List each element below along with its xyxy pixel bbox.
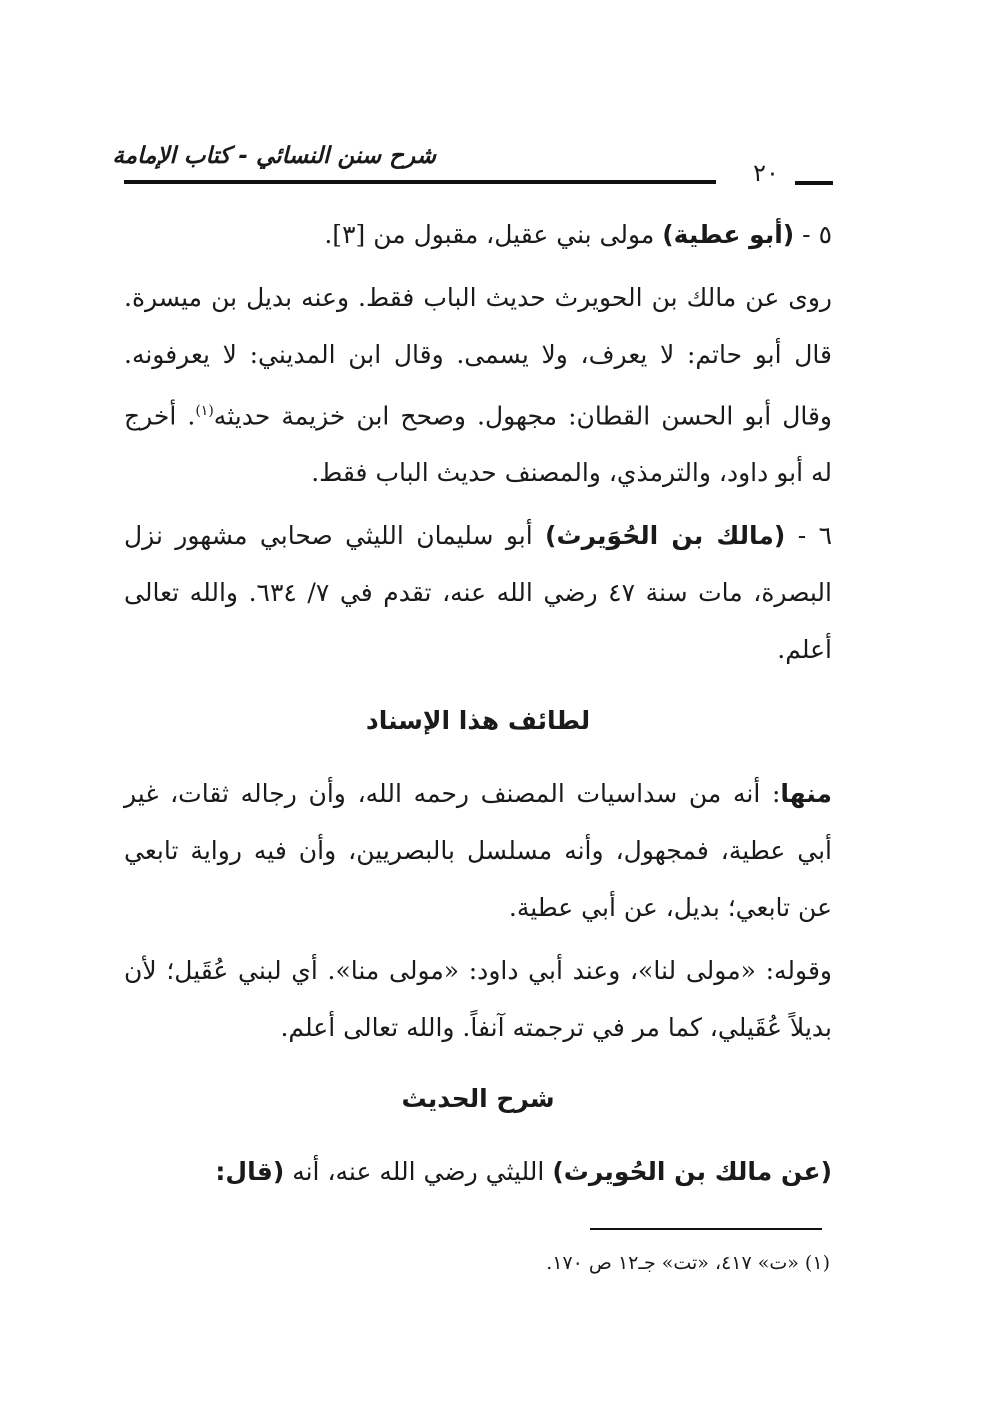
narrator-5-bio-text: روى عن مالك بن الحويرث حديث الباب فقط. وعنه بديل بن ميسرة. قال أبو حاتم: لا يعرف، ولا يسمى. وقال ابن المديني: لا يعرفونه. وقال أبو الحسن القطان: مجهول. وصحح ابن خزيمة حديثه — [124, 283, 833, 431]
header-rule — [124, 180, 716, 184]
narrator-5-name: (أبو عطية) — [662, 220, 795, 249]
section-heading-isnad: لطائف هذا الإسناد — [365, 706, 591, 736]
narrator-5-grade: مولى بني عقيل، مقبول من [٣]. — [324, 220, 663, 249]
subtleties-text: : أنه من سداسيات المصنف رحمه الله، وأن رجاله ثقات، غير أبي عطية، فمجهول، وأنه مسلسل بالبصريين، وأن فيه رواية تابعي عن تابعي؛ بديل، عن أبي عطية. — [124, 779, 832, 923]
footnote: (١) «ت» ٤١٧، «تت» جـ١٢ ص ١٧٠. — [546, 1252, 830, 1274]
narrator-5-biography — [124, 269, 832, 501]
hadith-qal: (قال: — [215, 1157, 285, 1187]
running-title: شرح سنن النسائي - كتاب الإمامة — [112, 143, 436, 169]
footnote-rule — [590, 1228, 822, 1230]
main-text — [124, 206, 832, 1200]
mawla-note: وقوله: «مولى لنا»، وعند أبي داود: «مولى منا». أي لبني عُقَيل؛ لأن بديلاً عُقَيلي، كما مر في ترجمته آنفاً. والله تعالى أعلم. — [124, 956, 832, 1043]
footnote-reference[interactable]: (١) — [195, 403, 214, 419]
isnad-subtleties — [124, 765, 832, 936]
section-heading-sharh: شرح الحديث — [401, 1084, 555, 1114]
page-number: ٢٠ — [753, 159, 779, 187]
narrator-6-bio: أبو سليمان الليثي صحابي مشهور نزل البصرة، مات سنة ٤٧ رضي الله عنه، تقدم في ٧/ ٦٣٤. والله تعالى أعلم. — [124, 521, 832, 665]
narrator-5-number: ٥ - — [794, 220, 832, 249]
narrator-6-entry — [124, 507, 832, 678]
narrator-5-bio-end: . أخرج له أبو داود، والترمذي، والمصنف حديث الباب فقط. — [124, 401, 832, 488]
narrator-5-entry — [124, 206, 832, 263]
narrator-6-name: (مالك بن الحُوَيرث) — [545, 521, 786, 551]
narrator-6-number: ٦ - — [785, 521, 832, 551]
hadith-mid: الليثي رضي الله عنه، أنه — [284, 1157, 553, 1187]
subtleties-lead: منها — [780, 779, 832, 809]
hadith-narrator: (عن مالك بن الحُويرث) — [552, 1157, 832, 1187]
page-number-rule — [795, 181, 833, 185]
hadith-opening — [124, 1143, 832, 1200]
